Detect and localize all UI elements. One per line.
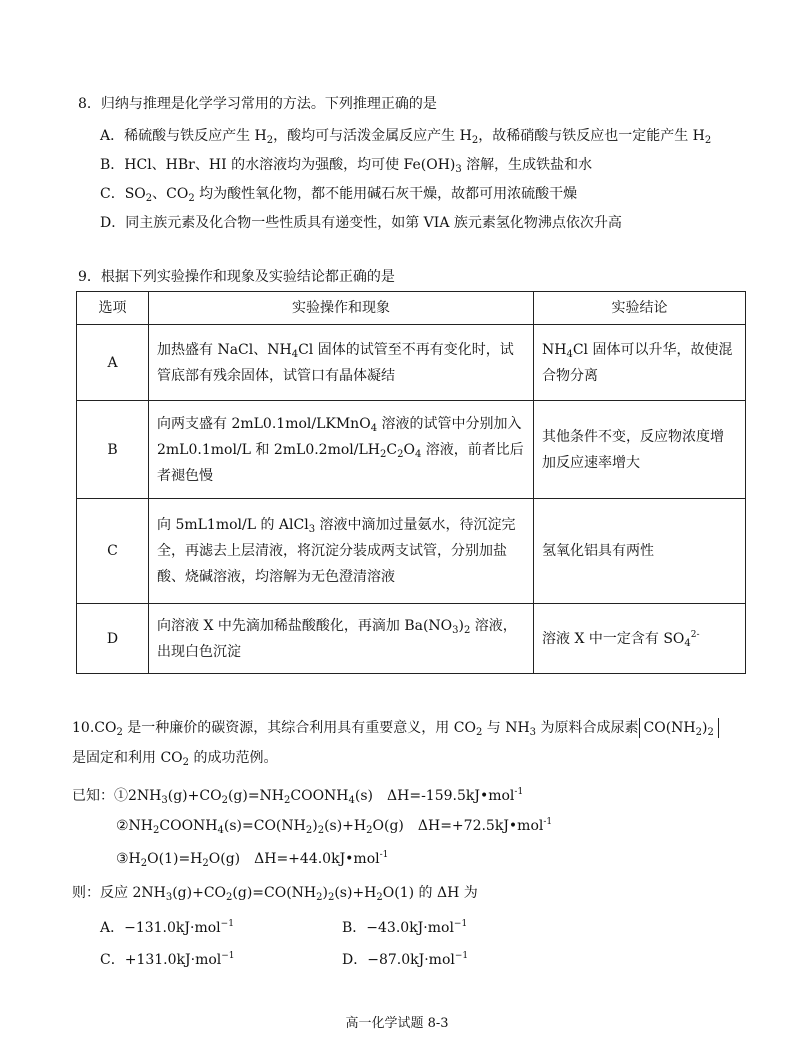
header-operation: 实验操作和现象: [149, 292, 534, 325]
row-option-label: B: [77, 401, 149, 499]
row-operation: 向溶液 X 中先滴加稀盐酸酸化，再滴加 $Ba(NO_3)_2$ 溶液，出现白色沉淀: [149, 604, 534, 674]
row-conclusion: $NH_4Cl$ 固体可以升华，故使混合物分离: [534, 325, 746, 401]
q10-option-d: D．−87.0kJ·mol$^{-1}$: [342, 951, 469, 968]
table-row: [77, 325, 746, 401]
row-operation: 向 5mL1mol/L 的 AlCl$_3$ 溶液中滴加过量氨水，待沉淀完全，再滤去上层清液，将沉淀分装成两支试管，分别加盐酸、烧碱溶液，均溶解为无色澄清溶液: [149, 499, 534, 604]
row-conclusion: 其他条件不变，反应物浓度增加反应速率增大: [534, 401, 746, 499]
row-operation: 加热盛有 NaCl、$NH_4Cl$ 固体的试管至不再有变化时，试管底部有残余固体，试管口有晶体凝结: [149, 325, 534, 401]
row-option-label: D: [77, 604, 149, 674]
header-option: 选项: [77, 292, 149, 325]
q8-option-c: C．$SO_2$、$CO_2$ 均为酸性氧化物，都不能用碱石灰干燥，故都可用浓硫酸干燥: [100, 186, 578, 204]
q8-option-a: A．稀硫酸与铁反应产生 $H_2$，酸均可与活泼金属反应产生 $H_2$，故稀硝酸与铁反应也一定能产生 $H_2$: [100, 128, 712, 146]
row-conclusion: 氢氧化铝具有两性: [534, 499, 746, 604]
q10-intro: $10.CO_2$ 是一种廉价的碳资源，其综合利用具有重要意义，用 $CO_2$ 与 $NH_3$ 为原料合成尿素 $CO(NH_2)_2$: [72, 718, 719, 738]
q10-equation-2: $②NH_2COONH_4(s)=CO(NH_2)_2(s)+H_2O(g)$ ΔH=+72.5kJ•mol$^{-1}$: [116, 817, 553, 836]
table-header-row: [77, 292, 746, 325]
table-row: [77, 499, 746, 604]
q10-option-c: C．+131.0kJ·mol$^{-1}$: [100, 951, 235, 968]
q10-question: 则：反应 $2NH_3(g)+CO_2(g)=CO(NH_2)_2(s)+H_2O(1)$ 的 ΔH 为: [72, 885, 478, 903]
q9-stem: 9．根据下列实验操作和现象及实验结论都正确的是: [78, 269, 395, 285]
q10-equation-3: $③H_2O(1)=H_2O(g)$ ΔH=+44.0kJ•mol$^{-1}$: [116, 850, 389, 869]
experiment-table: [76, 291, 746, 674]
row-option-label: A: [77, 325, 149, 401]
q10-intro-cont: 是固定和利用 $CO_2$ 的成功范例。: [72, 750, 278, 768]
q8-option-b: B．HCl、HBr、HI 的水溶液均为强酸，均可使 $Fe(OH)_3$ 溶解，生成铁盐和水: [100, 157, 593, 175]
urea-formula: $CO(NH_2)_2$: [639, 718, 719, 738]
q8-stem: 8．归纳与推理是化学学习常用的方法。下列推理正确的是: [78, 96, 437, 112]
table-row: [77, 604, 746, 674]
row-operation: 向两支盛有 2mL0.1mol/LKMnO$_4$ 溶液的试管中分别加入 2mL0.1mol/L 和 $2mL0.2mol/LH_2C_2O_4$ 溶液，前者比后者褪色慢: [149, 401, 534, 499]
table-row: [77, 401, 746, 499]
q10-option-a: A．−131.0kJ·mol$^{-1}$: [100, 919, 234, 936]
row-option-label: C: [77, 499, 149, 604]
q10-equation-1: 已知：$①2NH_3(g)+CO_2(g)=NH_2COONH_4(s)$ ΔH=-159.5kJ•mol$^{-1}$: [72, 787, 524, 806]
q8-option-d: D．同主族元素及化合物一些性质具有递变性，如第 VIA 族元素氢化物沸点依次升高: [100, 215, 622, 231]
header-conclusion: 实验结论: [534, 292, 746, 325]
q10-option-b: B．−43.0kJ·mol$^{-1}$: [342, 919, 468, 936]
row-conclusion: 溶液 X 中一定含有 $SO_4^{2-}$: [534, 604, 746, 674]
page-footer: 高一化学试题 8-3: [345, 1016, 449, 1031]
